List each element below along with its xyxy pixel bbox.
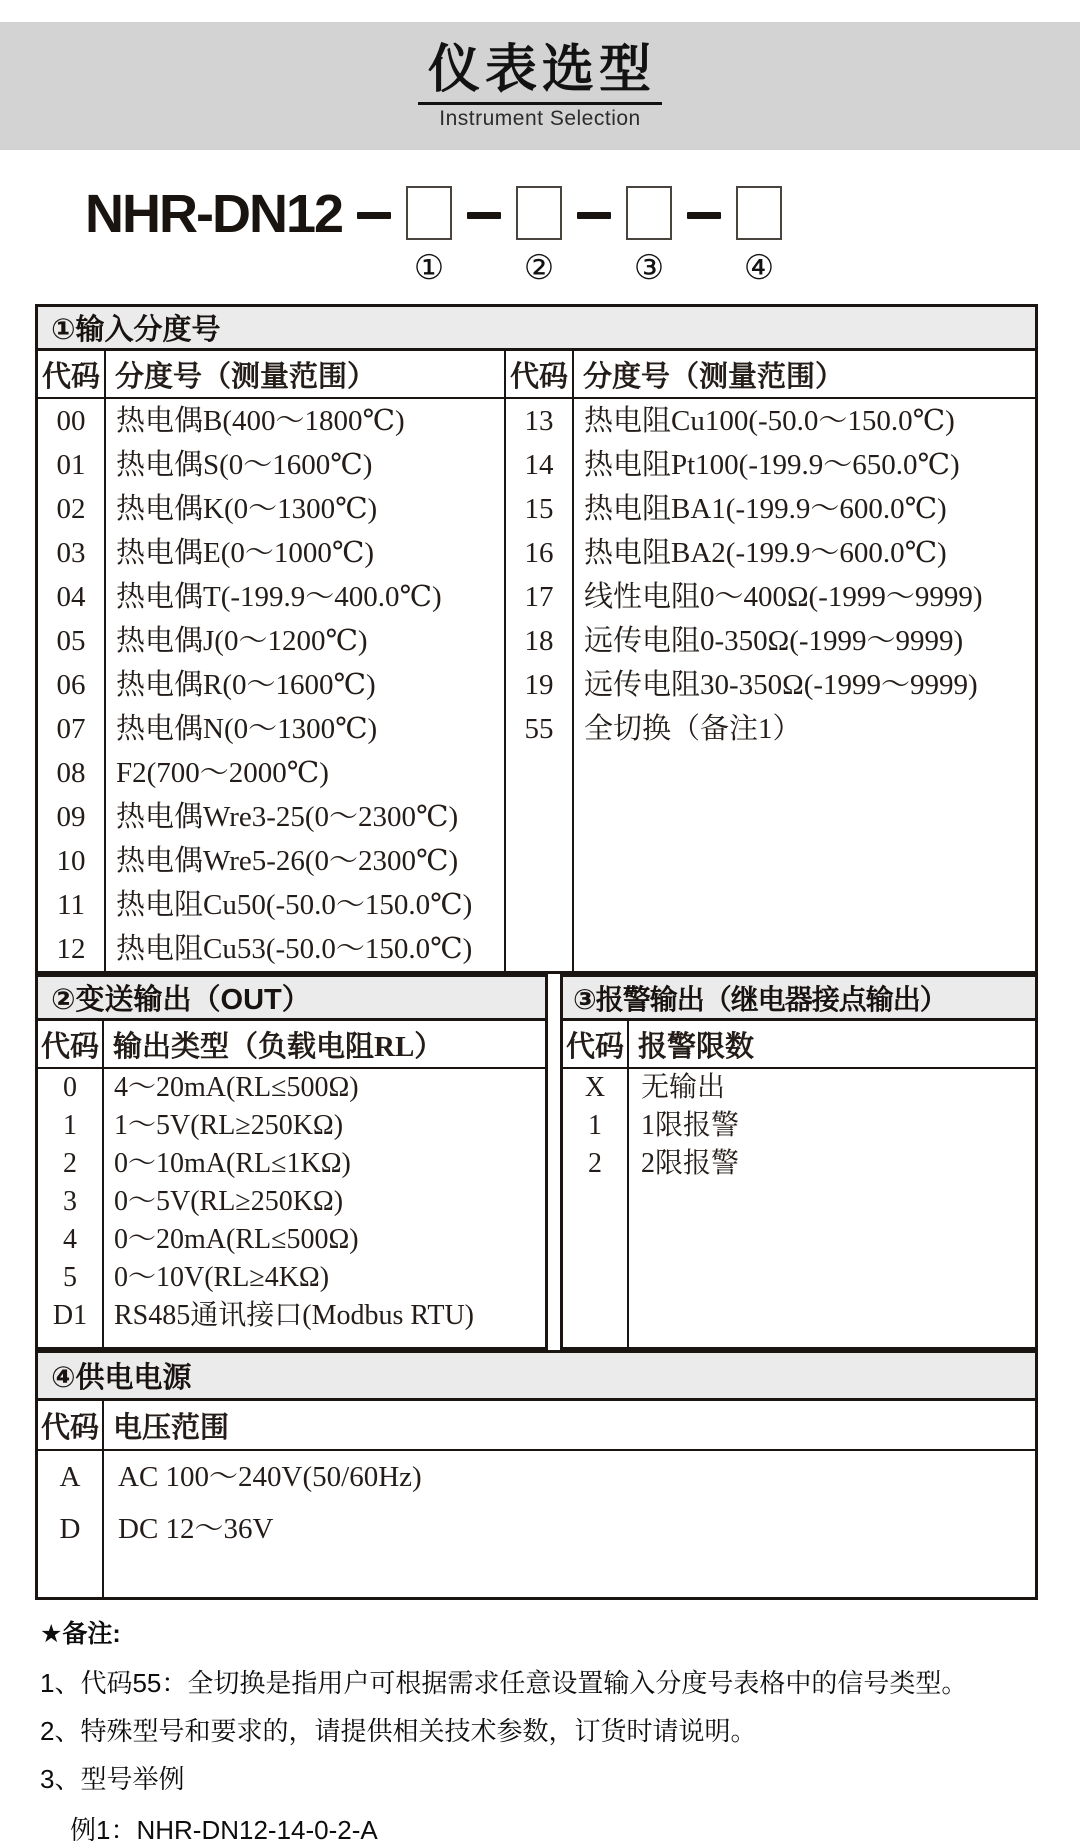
input-right-code-column: [506, 351, 574, 971]
desc-cell: 0～10V(RL≥4KΩ): [114, 1262, 330, 1293]
code-cell: 4: [63, 1224, 77, 1255]
power-section-title: ④供电电源: [38, 1353, 1035, 1401]
code-cell: 06: [56, 669, 86, 701]
input-right-desc-column: [574, 351, 1035, 971]
notes-section: [40, 1614, 1050, 1847]
code-cell: X: [584, 1072, 606, 1103]
input-section-table: [35, 304, 1038, 974]
code-cell: 02: [56, 493, 86, 525]
power-code-column: [38, 1401, 104, 1597]
desc-cell: 线性电阻0～400Ω(-1999～9999): [584, 581, 983, 613]
code-cell: A: [59, 1461, 81, 1493]
position-label-4: ④: [743, 249, 775, 287]
code-cell: 14: [524, 449, 554, 481]
page-subtitle: Instrument Selection: [439, 106, 641, 130]
model-box-3: [626, 186, 672, 240]
desc-cell: 远传电阻30-350Ω(-1999～9999): [584, 669, 978, 701]
output-code-column: [38, 1021, 104, 1347]
desc-cell: 热电阻Cu53(-50.0～150.0℃): [116, 933, 473, 965]
code-cell: 09: [56, 801, 86, 833]
desc-cell: 热电阻Cu100(-50.0～150.0℃): [584, 405, 955, 437]
code-cell: 16: [524, 537, 554, 569]
code-cell: 17: [524, 581, 554, 613]
power-section-table: [35, 1350, 1038, 1600]
input-left-code-column: [38, 351, 106, 971]
desc-cell: 热电阻BA1(-199.9～600.0℃): [584, 493, 947, 525]
column-header-code: 代码: [506, 351, 572, 399]
desc-cell: 热电偶Wre3-25(0～2300℃): [116, 801, 459, 833]
code-cell: 19: [524, 669, 554, 701]
code-cell: 3: [63, 1186, 77, 1217]
code-cell: 55: [524, 713, 554, 745]
desc-cell: 热电偶R(0～1600℃): [116, 669, 376, 701]
dash-separator: [687, 212, 721, 219]
alarm-section-table: [560, 974, 1038, 1350]
code-cell: 11: [57, 889, 85, 921]
page-header: [0, 22, 1080, 150]
desc-cell: 0～5V(RL≥250KΩ): [114, 1186, 344, 1217]
power-table-body: [38, 1401, 1035, 1597]
alarm-section-title: ③报警输出（继电器接点输出）: [563, 977, 1035, 1021]
desc-cell: 4～20mA(RL≤500Ω): [114, 1072, 359, 1103]
code-cell: 2: [588, 1148, 602, 1179]
column-header-desc: 报警限数: [629, 1021, 1035, 1069]
alarm-code-column: [563, 1021, 629, 1347]
column-header-desc: 输出类型（负载电阻RL）: [104, 1021, 545, 1069]
desc-cell: 1限报警: [641, 1110, 740, 1141]
desc-cell: 热电偶B(400～1800℃): [116, 405, 405, 437]
column-header-desc: 分度号（测量范围）: [106, 351, 504, 399]
code-cell: D: [59, 1513, 81, 1545]
model-box-1: [406, 186, 452, 240]
column-header-desc: 电压范围: [104, 1401, 1035, 1451]
page-title: 仪表选型: [418, 41, 662, 105]
code-cell: D1: [52, 1300, 88, 1331]
input-table-body: [38, 351, 1035, 971]
desc-cell: 全切换（备注1）: [584, 713, 802, 745]
note-item-2: 2、特殊型号和要求的，请提供相关技术参数，订货时请说明。: [40, 1716, 757, 1746]
code-cell: 13: [524, 405, 554, 437]
code-cell: 1: [63, 1110, 77, 1141]
code-cell: 5: [63, 1262, 77, 1293]
column-header-desc: 分度号（测量范围）: [574, 351, 1035, 399]
output-section-title: ②变送输出（OUT）: [38, 977, 545, 1021]
code-cell: 00: [56, 405, 86, 437]
model-code-row: [85, 186, 1080, 290]
model-prefix: NHR-DN12: [85, 184, 343, 244]
output-desc-column: [104, 1021, 545, 1347]
desc-cell: 2限报警: [641, 1148, 740, 1179]
code-cell: 2: [63, 1148, 77, 1179]
model-slot-3: [626, 186, 672, 286]
desc-cell: 热电偶K(0～1300℃): [116, 493, 378, 525]
model-box-2: [516, 186, 562, 240]
code-cell: 15: [524, 493, 554, 525]
code-cell: 12: [56, 933, 86, 965]
dash-separator: [357, 212, 391, 219]
desc-cell: 热电偶N(0～1300℃): [116, 713, 378, 745]
desc-cell: 0～10mA(RL≤1KΩ): [114, 1148, 351, 1179]
code-cell: 1: [588, 1110, 602, 1141]
note-item-3: 3、型号举例: [40, 1764, 185, 1794]
desc-cell: F2(700～2000℃): [116, 757, 329, 789]
code-cell: 01: [56, 449, 86, 481]
notes-header: ★备注:: [40, 1620, 121, 1648]
code-cell: 07: [56, 713, 86, 745]
column-header-code: 代码: [38, 1401, 102, 1451]
note-item-1: 1、代码55：全切换是指用户可根据需求任意设置输入分度号表格中的信号类型。: [40, 1668, 968, 1698]
power-desc-column: [104, 1401, 1035, 1597]
desc-cell: RS485通讯接口(Modbus RTU): [114, 1300, 475, 1331]
alarm-desc-column: [629, 1021, 1035, 1347]
desc-cell: 热电偶S(0～1600℃): [116, 449, 373, 481]
position-label-3: ③: [633, 249, 665, 287]
output-table-body: [38, 1021, 545, 1347]
desc-cell: DC 12～36V: [118, 1513, 274, 1545]
desc-cell: 热电阻BA2(-199.9～600.0℃): [584, 537, 947, 569]
model-slot-1: [406, 186, 452, 286]
desc-cell: AC 100～240V(50/60Hz): [118, 1461, 422, 1493]
desc-cell: 热电偶T(-199.9～400.0℃): [116, 581, 442, 613]
code-cell: 0: [63, 1072, 77, 1103]
code-cell: 03: [56, 537, 86, 569]
position-label-1: ①: [413, 249, 445, 287]
desc-cell: 热电偶Wre5-26(0～2300℃): [116, 845, 459, 877]
model-slot-4: [736, 186, 782, 286]
code-cell: 08: [56, 757, 86, 789]
code-cell: 18: [524, 625, 554, 657]
column-header-code: 代码: [38, 351, 104, 399]
output-alarm-row: [35, 974, 1038, 1350]
code-cell: 05: [56, 625, 86, 657]
desc-cell: 热电阻Cu50(-50.0～150.0℃): [116, 889, 473, 921]
column-header-code: 代码: [38, 1021, 102, 1069]
desc-cell: 热电阻Pt100(-199.9～650.0℃): [584, 449, 960, 481]
desc-cell: 1～5V(RL≥250KΩ): [114, 1110, 344, 1141]
input-left-desc-column: [106, 351, 506, 971]
model-box-4: [736, 186, 782, 240]
desc-cell: 0～20mA(RL≤500Ω): [114, 1224, 359, 1255]
dash-separator: [467, 212, 501, 219]
desc-cell: 无输出: [641, 1072, 726, 1103]
output-section-table: [35, 974, 548, 1350]
document-page: [0, 22, 1080, 1845]
code-cell: 04: [56, 581, 86, 613]
desc-cell: 热电偶J(0～1200℃): [116, 625, 368, 657]
code-cell: 10: [56, 845, 86, 877]
dash-separator: [577, 212, 611, 219]
model-slot-2: [516, 186, 562, 286]
desc-cell: 远传电阻0-350Ω(-1999～9999): [584, 625, 964, 657]
desc-cell: 热电偶E(0～1000℃): [116, 537, 374, 569]
input-section-title: ①输入分度号: [38, 307, 1035, 351]
column-header-code: 代码: [563, 1021, 627, 1069]
position-label-2: ②: [523, 249, 555, 287]
note-example: 例1：NHR-DN12-14-0-2-A: [70, 1815, 378, 1845]
alarm-table-body: [563, 1021, 1035, 1347]
